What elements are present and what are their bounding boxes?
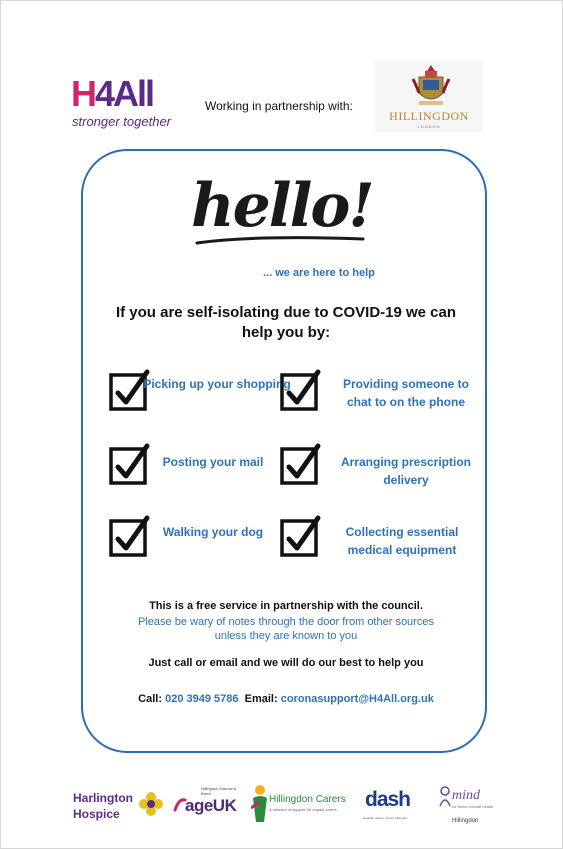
service-chat: Providing someone to chat to on the phone <box>342 377 469 409</box>
service-medical-equipment: Collecting essential medical equipment <box>345 525 459 557</box>
age-uk-name: ageUK <box>185 796 237 815</box>
harlington-hospice-logo <box>73 782 168 832</box>
service-mail: Posting your mail <box>162 455 264 469</box>
free-service-text: This is a free service in partnership with the council. <box>149 600 423 612</box>
carers-figure-icon <box>251 784 269 824</box>
dash-sub: disability advice service hillingdon <box>363 816 408 820</box>
hillingdon-sub: LONDON <box>417 124 441 129</box>
checkbox-tick-icon <box>280 369 322 411</box>
harlington-line-2: Hospice <box>73 807 120 821</box>
h4all-logo-all: All <box>113 73 154 114</box>
hillingdon-name: HILLINGDON <box>389 109 469 123</box>
beware-line-2: unless they are known to you <box>214 630 358 642</box>
phone-number[interactable]: 020 3949 5786 <box>165 693 239 705</box>
call-label: Call: <box>138 693 163 705</box>
email-label: Email: <box>244 693 278 705</box>
mind-location: Hillingdon <box>452 818 479 824</box>
carers-name: Hillingdon Carers <box>269 794 346 805</box>
carers-sub: A network of support for unpaid carers <box>269 807 337 812</box>
checkbox-tick-icon <box>280 515 322 557</box>
h4all-logo-4: 4 <box>95 73 114 114</box>
h4all-logo-h: H <box>71 73 95 114</box>
h4all-logo-word <box>71 73 154 114</box>
h4all-logo <box>71 73 186 132</box>
service-shopping: Picking up your shopping <box>143 377 291 391</box>
email-address[interactable]: coronasupport@H4All.org.uk <box>280 693 434 705</box>
harlington-line-1: Harlington <box>73 791 133 805</box>
beware-line-1: Please be wary of notes through the door from other sources <box>138 616 434 628</box>
service-prescription: Arranging prescription delivery <box>340 455 471 487</box>
age-uk-region: Hillingdon Harrow & Brent <box>201 786 237 796</box>
hillingdon-logo <box>375 61 483 133</box>
partnership-text: Working in partnership with: <box>205 99 353 113</box>
mind-sub: for better mental health <box>452 804 494 809</box>
hello-word: hello! <box>191 171 373 241</box>
hello-underline-swoosh <box>195 233 365 247</box>
hello-logo <box>191 171 386 267</box>
age-uk-logo <box>171 782 247 832</box>
hillingdon-crest-icon <box>411 63 451 109</box>
harlington-name <box>73 790 133 822</box>
mind-name: mind <box>452 788 480 803</box>
flower-icon <box>139 792 163 816</box>
mind-logo <box>438 782 496 832</box>
here-to-help-text: ... we are here to help <box>263 267 375 279</box>
hillingdon-carers-logo <box>251 782 356 832</box>
contact-line <box>101 693 471 705</box>
checkbox-tick-icon <box>280 443 322 485</box>
beware-text <box>101 615 471 643</box>
h4all-tagline: stronger together <box>72 114 172 129</box>
service-dog: Walking your dog <box>162 525 264 539</box>
call-or-email-text: Just call or email and we will do our best to help you <box>148 657 424 669</box>
dash-name: dash <box>365 788 411 811</box>
dash-logo <box>363 782 427 832</box>
headline: If you are self-isolating due to COVID-19 we can help you by: <box>115 304 457 341</box>
mind-figure-icon <box>438 786 452 808</box>
